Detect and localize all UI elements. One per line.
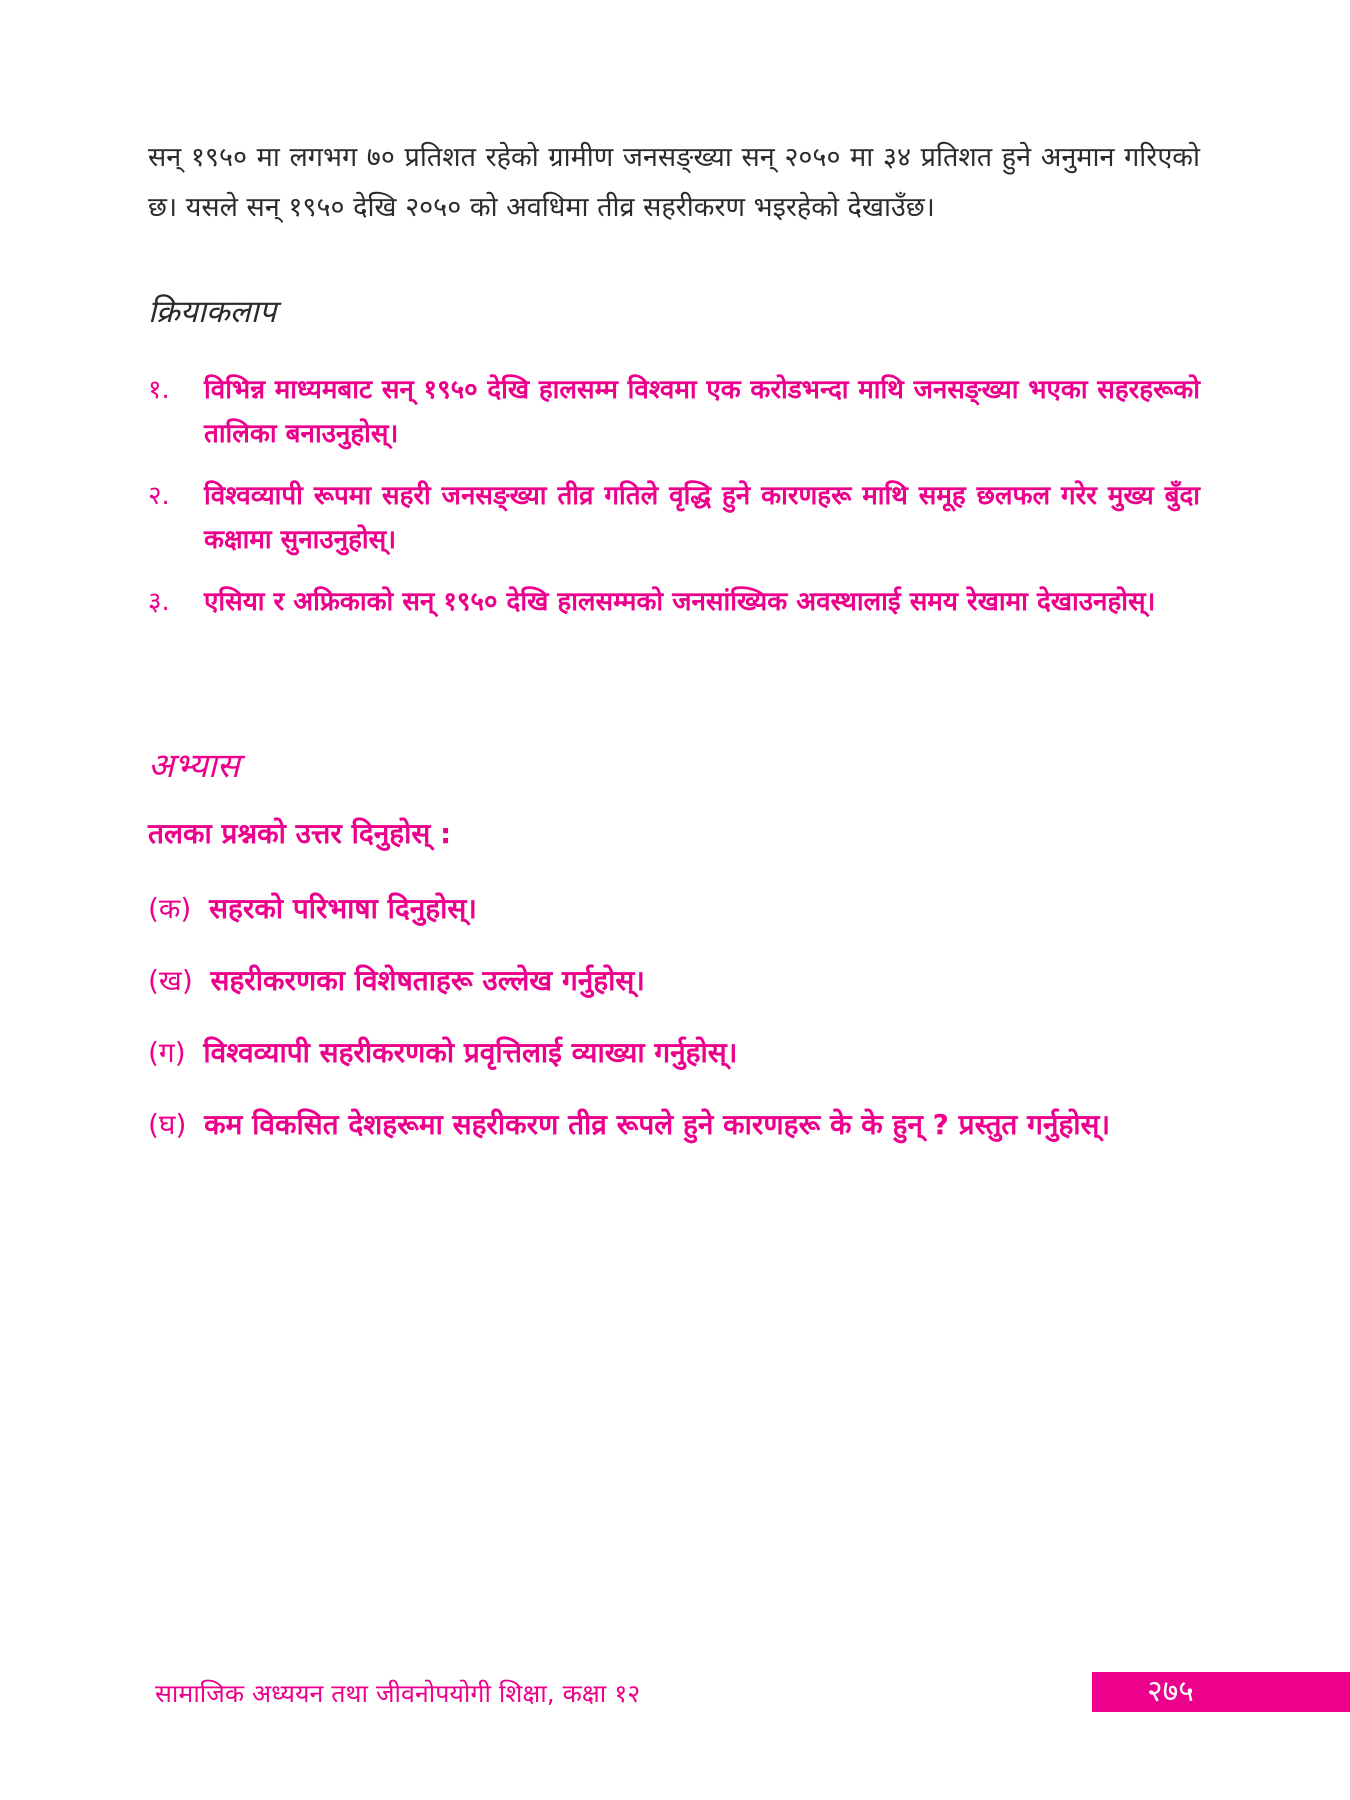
- intro-paragraph: सन् १९५० मा लगभग ७० प्रतिशत रहेको ग्रामीण जनसङ्ख्या सन् २०५० मा ३४ प्रतिशत हुने अनुमान गरिएको छ। यसले सन् १९५० देखि २०५० को अवधिमा तीव्र सहरीकरण भइरहेको देखाउँछ।: [148, 142, 1200, 223]
- activity-item-3: [148, 580, 1200, 624]
- activity-text: एसिया र अफ्रिकाको सन् १९५० देखि हालसम्मको जनसांख्यिक अवस्थालाई समय रेखामा देखाउनहोस्।: [204, 587, 1156, 617]
- question-ga: [148, 1027, 1200, 1079]
- question-label: (ख): [148, 964, 193, 997]
- question-text: सहरको परिभाषा दिनुहोस्।: [209, 892, 477, 925]
- activity-number: १.: [148, 375, 170, 405]
- question-ka: [148, 883, 1200, 935]
- question-label: (क): [148, 892, 192, 925]
- activities-list: [148, 368, 1200, 642]
- activity-number: ३.: [148, 587, 170, 617]
- question-text: कम विकसित देशहरूमा सहरीकरण तीव्र रूपले हुने कारणहरू के के हुन् ? प्रस्तुत गर्नुहोस्।: [204, 1108, 1111, 1141]
- question-label: (घ): [148, 1108, 187, 1141]
- question-gha: [148, 1099, 1200, 1151]
- exercise-instruction: तलका प्रश्नको उत्तर दिनुहोस् :: [148, 817, 452, 850]
- activity-item-1: [148, 368, 1200, 456]
- activity-text: विभिन्न माध्यमबाट सन् १९५० देखि हालसम्म विश्वमा एक करोडभन्दा माथि जनसङ्ख्या भएका सहरहरूको तालिका बनाउनुहोस्।: [204, 375, 1200, 449]
- activity-text: विश्वव्यापी रूपमा सहरी जनसङ्ख्या तीव्र गतिले वृद्धि हुने कारणहरू माथि समूह छलफल गरेर मुख्य बुँदा कक्षामा सुनाउनुहोस्।: [204, 481, 1200, 555]
- question-kha: [148, 955, 1200, 1007]
- activity-number: २.: [148, 481, 170, 511]
- question-text: विश्वव्यापी सहरीकरणको प्रवृत्तिलाई व्याख्या गर्नुहोस्।: [203, 1036, 738, 1069]
- activities-heading: क्रियाकलाप: [148, 294, 277, 330]
- question-label: (ग): [148, 1036, 186, 1069]
- exercise-heading: अभ्यास: [148, 746, 240, 786]
- page-number: २७५: [1147, 1674, 1194, 1709]
- page-number-badge: [1092, 1672, 1350, 1712]
- exercise-section: [148, 812, 1200, 1171]
- activity-item-2: [148, 474, 1200, 562]
- footer-book-title: सामाजिक अध्ययन तथा जीवनोपयोगी शिक्षा, कक्षा १२: [155, 1679, 641, 1708]
- question-text: सहरीकरणका विशेषताहरू उल्लेख गर्नुहोस्।: [210, 964, 645, 997]
